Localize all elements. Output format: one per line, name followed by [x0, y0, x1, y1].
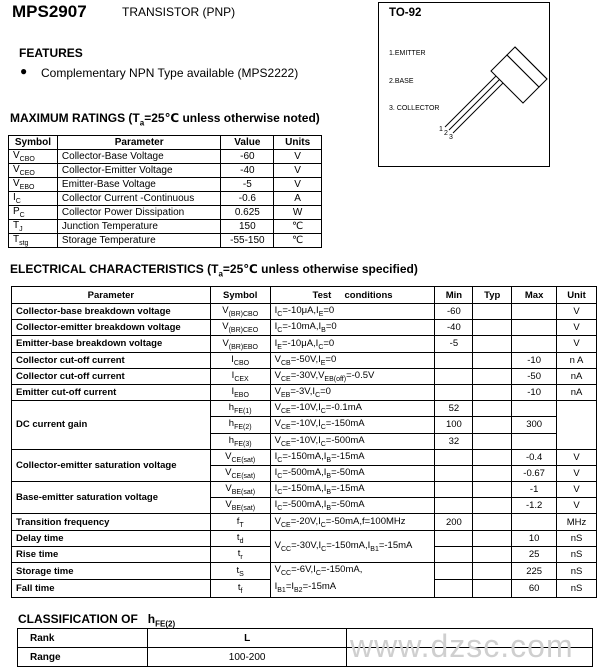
symbol-cell: $V_{EBO}$	[9, 178, 58, 192]
symbol-cell: $V_{CBO}$	[9, 150, 58, 164]
unit-cell: V	[557, 465, 597, 481]
parameter-cell: Storage time	[12, 563, 211, 580]
table-row	[12, 563, 597, 580]
max-ratings-heading: MAXIMUM RATINGS ($T_a=25℃$ unless otherwise noted)	[10, 111, 320, 128]
min-cell: 100	[435, 417, 473, 433]
min-cell: -5	[435, 336, 473, 352]
value-cell: 0.625	[221, 206, 274, 220]
min-cell	[435, 368, 473, 384]
table-row	[12, 401, 597, 417]
unit-cell: V	[557, 304, 597, 320]
unit-cell: nS	[557, 580, 597, 597]
part-number: MPS2907	[12, 2, 87, 21]
condition-cell: $I_C=-500mA,I_B=-50mA$	[270, 465, 435, 481]
min-cell	[435, 482, 473, 498]
pin-number-1: 1	[439, 126, 443, 133]
unit-cell: nS	[557, 530, 597, 546]
min-cell	[435, 546, 473, 562]
max-cell: 300	[512, 417, 557, 433]
parameter-cell: Storage Temperature	[57, 234, 221, 248]
symbol-cell: $V_{BE(sat)}$	[210, 498, 270, 514]
min-cell	[435, 580, 473, 597]
parameter-cell: Emitter-Base Voltage	[57, 178, 221, 192]
symbol-cell: $t_d$	[210, 530, 270, 546]
condition-cell: $V_{EB}=-3V,I_C=0$	[270, 384, 435, 400]
symbol-cell: $I_{CBO}$	[210, 352, 270, 368]
symbol-cell: $V_{CE(sat)}$	[210, 449, 270, 465]
condition-cell: $V_{CE}=-10V,I_C=-500mA$	[270, 433, 435, 449]
symbol-cell: $h_{FE(3)}$	[210, 433, 270, 449]
table-row	[9, 192, 322, 206]
unit-cell: nS	[557, 546, 597, 562]
typ-cell	[473, 336, 512, 352]
unit-cell: V	[557, 320, 597, 336]
parameter-cell: DC current gain	[12, 401, 211, 450]
min-cell: -40	[435, 320, 473, 336]
unit-cell: A	[274, 192, 322, 206]
symbol-cell: $P_C$	[9, 206, 58, 220]
typ-cell	[473, 546, 512, 562]
typ-cell	[473, 465, 512, 481]
col-value: Value	[221, 136, 274, 150]
unit-cell: ℃	[274, 220, 322, 234]
features-heading: FEATURES	[19, 46, 83, 60]
typ-cell	[473, 320, 512, 336]
table-row	[12, 384, 597, 400]
symbol-cell: $t_S$	[210, 563, 270, 580]
table-row	[12, 530, 597, 546]
table-row	[9, 234, 322, 248]
pin-label-collector: 3. COLLECTOR	[389, 105, 440, 112]
symbol-cell: $V_{(BR)EBO}$	[210, 336, 270, 352]
parameter-cell: Emitter cut-off current	[12, 384, 211, 400]
pin-number-2: 2	[444, 130, 448, 137]
table-row	[12, 368, 597, 384]
typ-cell	[473, 433, 512, 449]
condition-cell: $I_E=-10\mu A,I_C=0$	[270, 336, 435, 352]
col-typ: Typ	[473, 287, 512, 304]
typ-cell	[473, 352, 512, 368]
min-cell	[435, 498, 473, 514]
range-value: 100-200	[147, 648, 347, 667]
value-cell: -60	[221, 150, 274, 164]
parameter-cell: Collector-Base Voltage	[57, 150, 221, 164]
typ-cell	[473, 417, 512, 433]
parameter-cell: Delay time	[12, 530, 211, 546]
min-cell	[435, 449, 473, 465]
max-cell	[512, 514, 557, 530]
max-cell: -1.2	[512, 498, 557, 514]
parameter-cell: Emitter-base breakdown voltage	[12, 336, 211, 352]
symbol-cell: $h_{FE(2)}$	[210, 417, 270, 433]
typ-cell	[473, 563, 512, 580]
parameter-cell: Base-emitter saturation voltage	[12, 482, 211, 514]
parameter-cell: Collector-Emitter Voltage	[57, 164, 221, 178]
table-row	[12, 449, 597, 465]
parameter-cell: Fall time	[12, 580, 211, 597]
unit-cell: V	[274, 164, 322, 178]
table-row	[9, 178, 322, 192]
min-cell: 200	[435, 514, 473, 530]
unit-cell: nA	[557, 368, 597, 384]
max-cell: 225	[512, 563, 557, 580]
max-cell: -1	[512, 482, 557, 498]
unit-cell: V	[274, 178, 322, 192]
unit-cell: W	[274, 206, 322, 220]
value-cell: -40	[221, 164, 274, 178]
typ-cell	[473, 580, 512, 597]
col-min: Min	[435, 287, 473, 304]
symbol-cell: $t_r$	[210, 546, 270, 562]
condition-cell: $V_{CB}=-50V,I_E=0$	[270, 352, 435, 368]
range-label: Range	[18, 648, 148, 667]
symbol-cell: $I_{EBO}$	[210, 384, 270, 400]
typ-cell	[473, 368, 512, 384]
rank-value: L	[147, 629, 347, 648]
unit-cell: nS	[557, 563, 597, 580]
symbol-cell: $V_{(BR)CBO}$	[210, 304, 270, 320]
package-name: TO-92	[389, 7, 422, 19]
symbol-cell: $f_T$	[210, 514, 270, 530]
min-cell	[435, 530, 473, 546]
max-cell	[512, 320, 557, 336]
unit-cell: V	[274, 150, 322, 164]
table-row	[9, 206, 322, 220]
condition-cell: $I_C=-500mA,I_B=-50mA$	[270, 498, 435, 514]
table-row	[9, 150, 322, 164]
unit-cell: V	[557, 482, 597, 498]
parameter-cell: Collector cut-off current	[12, 368, 211, 384]
typ-cell	[473, 401, 512, 417]
value-cell: -55-150	[221, 234, 274, 248]
condition-cell: $I_C=-10\mu A,I_E=0$	[270, 304, 435, 320]
condition-cell: $I_C=-150mA,I_B=-15mA$	[270, 482, 435, 498]
package-diagram	[378, 2, 550, 167]
symbol-cell: $V_{CE(sat)}$	[210, 465, 270, 481]
value-cell: 150	[221, 220, 274, 234]
min-cell	[435, 465, 473, 481]
symbol-cell: $T_J$	[9, 220, 58, 234]
max-cell	[512, 433, 557, 449]
typ-cell	[473, 384, 512, 400]
symbol-cell: $T_{stg}$	[9, 234, 58, 248]
condition-cell: $I_C=-10mA,I_B=0$	[270, 320, 435, 336]
unit-cell: nA	[557, 384, 597, 400]
pin-label-base: 2.BASE	[389, 78, 414, 85]
col-max: Max	[512, 287, 557, 304]
condition-cell: $V_{CE}=-30V,V_{EB(off)}=-0.5V$	[270, 368, 435, 384]
min-cell	[435, 563, 473, 580]
unit-cell: V	[557, 498, 597, 514]
condition-cell: $V_{CE}=-10V,I_C=-0.1mA$	[270, 401, 435, 417]
table-row	[12, 336, 597, 352]
electrical-heading: ELECTRICAL CHARACTERISTICS ($T_a=25℃$ unless otherwise specified)	[10, 262, 418, 279]
symbol-cell: $V_{(BR)CEO}$	[210, 320, 270, 336]
symbol-cell: $I_{CEX}$	[210, 368, 270, 384]
col-units: Units	[274, 136, 322, 150]
typ-cell	[473, 530, 512, 546]
symbol-cell: $I_C$	[9, 192, 58, 206]
unit-cell	[557, 401, 597, 450]
symbol-cell: $V_{CEO}$	[9, 164, 58, 178]
rank-label: Rank	[18, 629, 148, 648]
condition-cell: $V_{CE}=-10V,I_C=-150mA$	[270, 417, 435, 433]
max-cell: -10	[512, 352, 557, 368]
parameter-cell: Collector-emitter saturation voltage	[12, 449, 211, 481]
watermark: www.dzsc.com	[350, 628, 574, 664]
table-row	[12, 304, 597, 320]
to92-transistor-icon	[379, 3, 549, 166]
parameter-cell: Collector cut-off current	[12, 352, 211, 368]
max-cell: 25	[512, 546, 557, 562]
typ-cell	[473, 514, 512, 530]
col-parameter: Parameter	[12, 287, 211, 304]
symbol-cell: $t_f$	[210, 580, 270, 597]
table-row	[12, 482, 597, 498]
min-cell: 52	[435, 401, 473, 417]
max-cell	[512, 304, 557, 320]
electrical-table	[11, 286, 597, 598]
max-cell	[512, 336, 557, 352]
max-cell: -50	[512, 368, 557, 384]
bullet-icon: ●	[20, 64, 28, 78]
parameter-cell: Junction Temperature	[57, 220, 221, 234]
col-symbol: Symbol	[9, 136, 58, 150]
typ-cell	[473, 482, 512, 498]
part-type: TRANSISTOR (PNP)	[122, 5, 236, 19]
unit-cell: n A	[557, 352, 597, 368]
feature-item: Complementary NPN Type available (MPS2222)	[41, 66, 299, 80]
max-cell: 60	[512, 580, 557, 597]
max-cell: 10	[512, 530, 557, 546]
col-unit: Unit	[557, 287, 597, 304]
classification-heading: CLASSIFICATION OF $h_{FE(2)}$	[18, 612, 176, 629]
condition-cell: $I_C=-150mA,I_B=-15mA$	[270, 449, 435, 465]
unit-cell: MHz	[557, 514, 597, 530]
min-cell	[435, 352, 473, 368]
condition-cell: $V_{CC}=-30V,I_C=-150mA,I_{B1}=-15mA$	[270, 530, 435, 562]
max-cell: -0.67	[512, 465, 557, 481]
min-cell: 32	[435, 433, 473, 449]
max-ratings-table	[8, 135, 322, 248]
table-row	[9, 164, 322, 178]
parameter-cell: Rise time	[12, 546, 211, 562]
col-parameter: Parameter	[57, 136, 221, 150]
parameter-cell: Collector-base breakdown voltage	[12, 304, 211, 320]
pin-label-emitter: 1.EMITTER	[389, 50, 426, 57]
parameter-cell: Collector-emitter breakdown voltage	[12, 320, 211, 336]
unit-cell: V	[557, 449, 597, 465]
symbol-cell: $V_{BE(sat)}$	[210, 482, 270, 498]
typ-cell	[473, 304, 512, 320]
col-symbol: Symbol	[210, 287, 270, 304]
table-row	[12, 514, 597, 530]
max-cell: -0.4	[512, 449, 557, 465]
parameter-cell: Transition frequency	[12, 514, 211, 530]
table-row	[12, 352, 597, 368]
col-test-conditions: Test conditions	[270, 287, 435, 304]
parameter-cell: Collector Power Dissipation	[57, 206, 221, 220]
value-cell: -5	[221, 178, 274, 192]
max-cell: -10	[512, 384, 557, 400]
value-cell: -0.6	[221, 192, 274, 206]
typ-cell	[473, 498, 512, 514]
parameter-cell: Collector Current -Continuous	[57, 192, 221, 206]
min-cell	[435, 384, 473, 400]
typ-cell	[473, 449, 512, 465]
min-cell: -60	[435, 304, 473, 320]
table-row	[12, 320, 597, 336]
condition-cell: $V_{CC}=-6V,I_C=-150mA$, $I_{B1}=I_{B2}=-15mA$	[270, 563, 435, 598]
symbol-cell: $h_{FE(1)}$	[210, 401, 270, 417]
condition-cell: $V_{CE}=-20V,I_C=-50mA,f=100MHz$	[270, 514, 435, 530]
pin-number-3: 3	[449, 134, 453, 141]
unit-cell: V	[557, 336, 597, 352]
unit-cell: ℃	[274, 234, 322, 248]
max-cell	[512, 401, 557, 417]
table-row	[9, 220, 322, 234]
